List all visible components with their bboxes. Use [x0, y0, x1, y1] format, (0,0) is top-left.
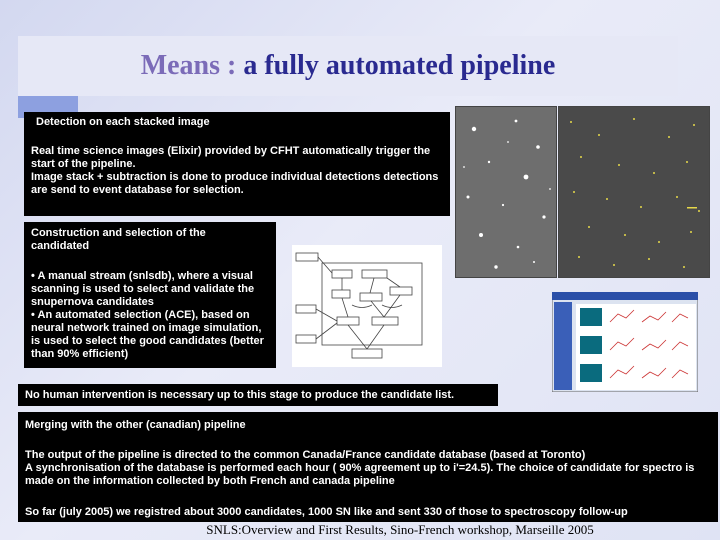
title-prefix: Means :	[140, 50, 244, 81]
subtracted-image	[558, 106, 710, 278]
pipeline-flowchart	[292, 245, 442, 367]
title-main: a fully automated pipeline	[243, 50, 556, 81]
selection-header: Construction and selection of the candidated	[31, 227, 206, 252]
selection-body: • A manual stream (snlsdb), where a visual scanning is used to select and validate the snupernova candidates • An automated selection (ACE), based on neural network trained on image simulation, is used to select the good candidates (better than 90% efficient)	[31, 270, 264, 360]
title-bar	[18, 36, 678, 96]
merging-box	[18, 412, 718, 522]
human-intervention-box	[18, 384, 498, 406]
footer: SNLS:Overview and First Results, Sino-French workshop, Marseille 2005	[206, 522, 594, 537]
web-interface-screenshot	[552, 292, 698, 392]
detection-header: Detection on each stacked image	[36, 116, 210, 128]
detection-body: Real time science images (Elixir) provided by CFHT automatically trigger the start of the pipeline. Image stack + subtraction is done to produce individual detections detections are send to event database for selection.	[31, 145, 439, 196]
detection-box	[24, 112, 450, 216]
selection-box	[24, 222, 276, 368]
human-intervention-text: No human intervention is necessary up to this stage to produce the candidate list.	[25, 389, 455, 401]
merging-header: Merging with the other (canadian) pipeline	[25, 419, 246, 431]
merging-note: So far (july 2005) we registred about 3000 candidates, 1000 SN like and sent 330 of those to spectroscopy follow-up	[25, 506, 628, 518]
star-field-image	[455, 106, 557, 278]
page-title	[18, 50, 678, 82]
merging-body: The output of the pipeline is directed to the common Canada/France candidate database (based at Toronto) A synchronisation of the database is performed each hour ( 90% agreement up to i'=24.5). The choice of candidate for spectro is made on the information collected by both French and canada pipeline	[25, 449, 695, 487]
